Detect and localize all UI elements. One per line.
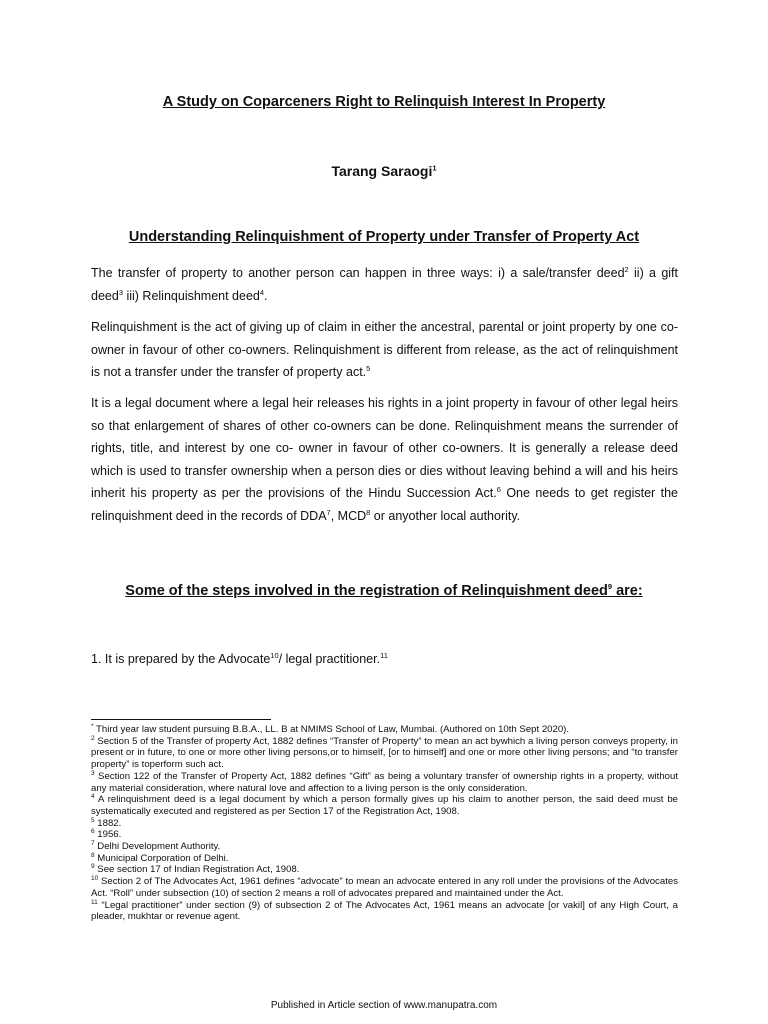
footnote <box>91 853 678 865</box>
footnote-divider <box>91 719 271 720</box>
footnote <box>91 876 678 899</box>
paragraph-transfer-ways <box>91 262 678 307</box>
footnote-ref[interactable]: 2 <box>624 264 629 274</box>
footnote-text: Third year law student pursuing B.B.A., LL. B at NMIMS School of Law, Mumbai. (Authored on 10th Sept 2020). <box>93 724 570 735</box>
paragraph-text: or anyother local authority. <box>370 508 521 523</box>
footnote <box>91 794 678 817</box>
footnote-ref[interactable]: 7 <box>326 507 331 517</box>
footnote-ref[interactable]: 10 <box>270 650 279 660</box>
paragraph-relinquishment-definition <box>91 316 678 384</box>
paragraph-text: . <box>264 288 268 303</box>
footnote <box>91 864 678 876</box>
paragraph-text: Relinquishment is the act of giving up of claim in either the ancestral, parental or joint property by one co-owner in favour of other co-owners. Relinquishment is different from release, as the act of relinquishment is not a transfer under the transfer of property act. <box>91 320 678 379</box>
author-name <box>0 163 768 179</box>
footnote-text: Municipal Corporation of Delhi. <box>94 852 229 864</box>
footnote <box>91 771 678 794</box>
step-item-1 <box>91 648 678 671</box>
footnote-mark: 11 <box>91 898 98 906</box>
document-title: A Study on Coparceners Right to Relinquish Interest In Property <box>162 94 606 110</box>
footnote-ref[interactable]: 4 <box>259 287 265 297</box>
footnote-mark: 8 <box>91 851 95 859</box>
footnote <box>91 736 678 771</box>
footnote-mark: 10 <box>91 874 99 882</box>
footnote-mark: * <box>91 722 94 730</box>
paragraph-text: One needs to get register the relinquishment deed in the records of DDA <box>91 486 678 523</box>
footnote-ref[interactable]: 5 <box>366 363 371 373</box>
footnote <box>91 841 678 853</box>
footnote-ref[interactable]: 9 <box>607 582 613 592</box>
footnote-text: Section 122 of the Transfer of Property Act, 1882 defines “Gift” as being a voluntary transfer of ownership rights in a property, without any material consideration, where natural love and affection to a living person is the only consideration. <box>91 770 678 794</box>
paragraph-text: The transfer of property to another person can happen in three ways: i) a sale/transfer deed <box>91 266 625 280</box>
footnote-mark: 3 <box>91 769 95 777</box>
section-heading-relinquishment: Understanding Relinquishment of Property under Transfer of Property Act <box>128 229 640 245</box>
footnote-mark: 9 <box>91 863 95 871</box>
paragraph-legal-document <box>91 392 678 527</box>
author-name-text: Tarang Saraogi <box>331 163 433 179</box>
footnote-text: Delhi Development Authority. <box>94 841 221 853</box>
paragraph-text: It is a legal document where a legal heir releases his rights in a joint property in favour of other legal heirs so that enlargement of shares of other co-owners can be done. Relinquishment means the surrender of rights, title, and interest by one co- owner in favour of other co-owners. It is generally a release deed which is used to transfer ownership when a person dies or dies without leaving behind a will and his heirs inherit his property as per the provisions of the Hindu Succession Act. <box>91 396 678 500</box>
footnote-mark: 6 <box>91 828 95 836</box>
footnote-mark: 7 <box>91 839 95 847</box>
section-heading-registration-steps <box>0 583 768 599</box>
heading-text: Some of the steps involved in the registration of Relinquishment deed <box>125 583 608 599</box>
footnote <box>91 900 678 923</box>
footnote-text: 1882. <box>94 817 122 829</box>
footnote-text: 1956. <box>94 829 122 841</box>
footnotes-section <box>91 724 678 923</box>
paragraph-text: / legal practitioner. <box>278 652 381 666</box>
footnote-ref[interactable]: 1 <box>432 163 437 173</box>
heading-text: are: <box>612 583 643 599</box>
footnote-ref[interactable]: 6 <box>496 484 501 494</box>
paragraph-text: , MCD <box>330 508 367 523</box>
footnote-ref[interactable]: 3 <box>118 287 123 297</box>
footnote-text: Section 5 of the Transfer of property Act, 1882 defines “Transfer of Property” to mean an act bywhich a living person conveys property, in present or in future, to one or more other living persons,or to himself, [or to himself] and one or more other living persons; and “to transfer property” is toperform such act. <box>91 735 678 771</box>
footnote-text: A relinquishment deed is a legal document by which a person formally gives up his claim to another person, the said deed must be systematically executed and registered as per Section 17 of the Registration Act, 1908. <box>91 794 678 817</box>
footnote-text: Section 2 of The Advocates Act, 1961 defines “advocate” to mean an advocate entered in any roll under the provisions of the Advocates Act. “Roll” under subsection (10) of section 2 means a roll of advocates prepared and maintained under the Act. <box>91 876 678 899</box>
footnote <box>91 818 678 830</box>
footnote-text: See section 17 of Indian Registration Act, 1908. <box>94 864 300 876</box>
footnote-ref[interactable]: 8 <box>366 507 371 517</box>
footnote <box>91 829 678 841</box>
paragraph-text: 1. It is prepared by the Advocate <box>91 652 271 666</box>
footnote-mark: 5 <box>91 816 95 824</box>
footnote-ref[interactable]: 11 <box>380 650 388 660</box>
footnote-text: “Legal practitioner” under section (9) of subsection 2 of The Advocates Act, 1961 means an advocate [or vakil] of any High Court, a pleader, mukhtar or revenue agent. <box>91 899 678 923</box>
paragraph-text: iii) Relinquishment deed <box>122 288 260 303</box>
paragraph-text: ii) a gift deed <box>91 266 678 303</box>
page-footer: Published in Article section of www.manupatra.com <box>270 1000 498 1011</box>
footnote-mark: 4 <box>91 793 95 801</box>
footnote-mark: 2 <box>91 734 95 742</box>
footnote <box>91 724 678 736</box>
